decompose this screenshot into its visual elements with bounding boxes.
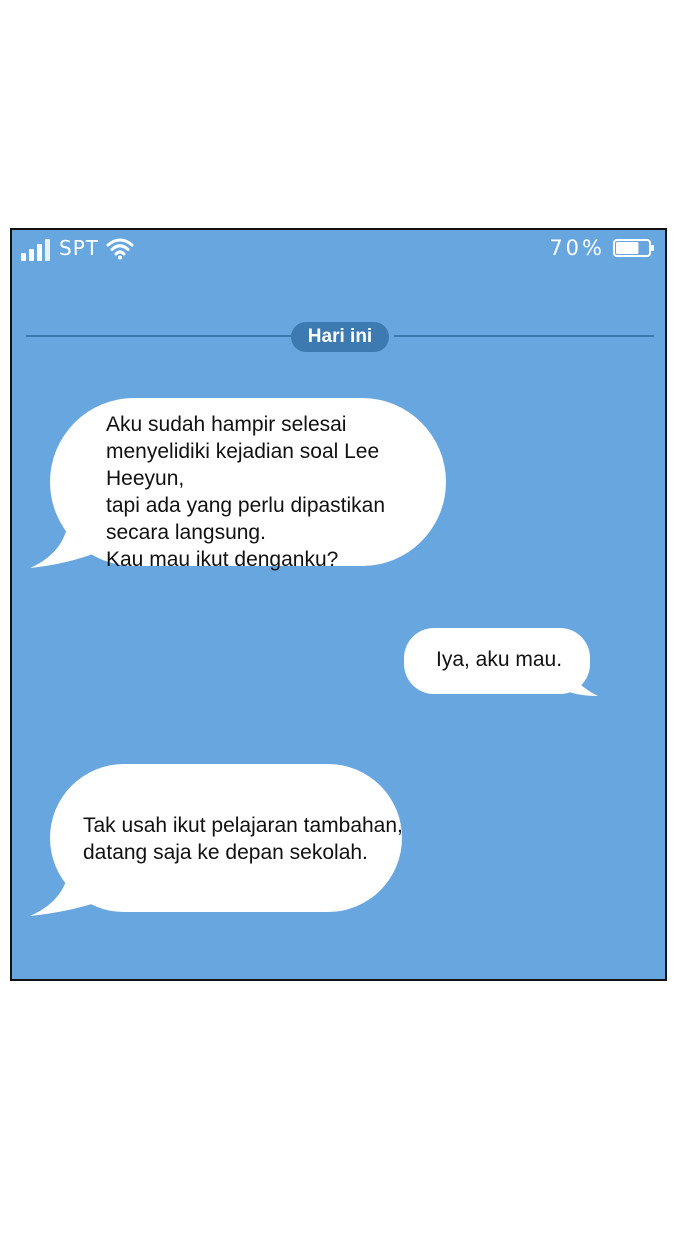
- battery-percent: 70%: [549, 236, 605, 260]
- wifi-icon: [106, 236, 134, 260]
- message-text: Iya, aku mau.: [436, 648, 563, 671]
- signal-bars-icon: [21, 239, 51, 261]
- message-text: Tak usah ikut pelajaran tambahan, datang saja ke depan sekolah.: [83, 814, 403, 864]
- battery-icon: [613, 239, 655, 257]
- date-divider-right: [394, 335, 654, 337]
- message-text: Aku sudah hampir selesai menyelidiki kejadian soal Lee Heeyun, tapi ada yang perlu dipastikan secara langsung. Kau mau ikut denganku?: [106, 413, 386, 571]
- chat-screen: [10, 228, 667, 981]
- message-bubble-incoming[interactable]: [28, 396, 448, 571]
- status-bar: [12, 230, 665, 270]
- message-bubble-outgoing[interactable]: [402, 626, 602, 698]
- message-bubble-incoming[interactable]: [28, 762, 406, 918]
- date-divider-left: [26, 335, 294, 337]
- date-separator: Hari ini: [291, 322, 389, 352]
- carrier-label: SPT: [59, 236, 99, 260]
